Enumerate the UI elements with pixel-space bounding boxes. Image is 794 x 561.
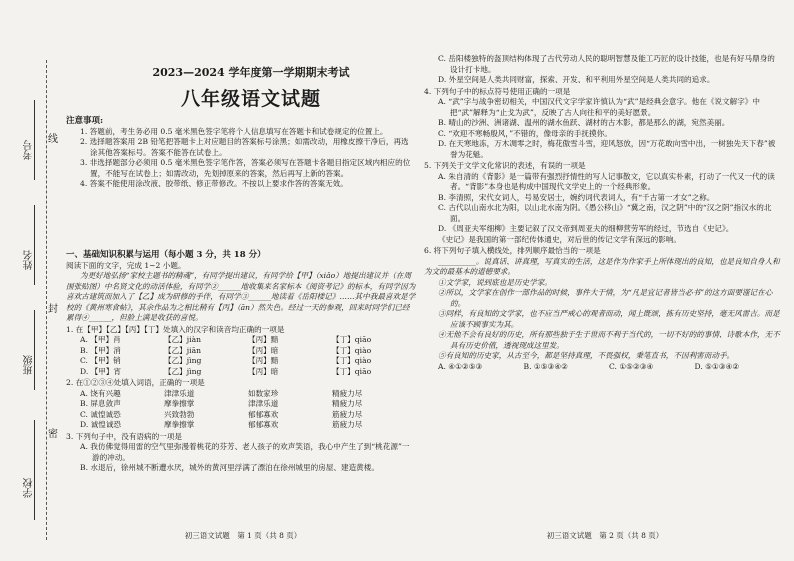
question-6-option-a[interactable]: A. ④①②⑤③ xyxy=(438,361,483,371)
opt-cell: A. 饶有兴趣 xyxy=(80,388,121,398)
question-2-option-c[interactable] xyxy=(66,410,416,421)
opt-cell: 郁郁寡欢 xyxy=(248,420,279,429)
kaohao-write-line xyxy=(34,100,35,180)
question-1-option-c[interactable] xyxy=(66,356,416,367)
question-6-item: ③同样，有良知的文学家，也不应当严戒心的观者而动，闻上既颂，拣有历史坚持，毫无风雷吉。而是应该不顾事实为其。 xyxy=(438,309,780,329)
opt-cell: 郁郁寡欢 xyxy=(248,409,279,419)
question-4-option-a[interactable]: A. “武”字与战争密切相关，中国汉代文字学家许慎认为“武”是经典会意字。他在《说文解字》中把“武”解释为“止戈为武”，反映了古人向往和平的美好愿景。 xyxy=(438,97,760,117)
paper-title: 八年级语文试题 xyxy=(180,88,321,110)
section-1 xyxy=(66,250,416,474)
question-6-option-d[interactable]: D. ⑤①③④② xyxy=(694,361,740,371)
opt-cell: 津津乐道 xyxy=(248,399,279,408)
question-6-option-c[interactable]: C. ①⑤②③④ xyxy=(609,361,654,371)
question-5-option-a[interactable]: A. 朱自清的《背影》是一篇带有强烈抒情性的写人记事散文，它以真实朴素，打动了一代又一代的读者。“背影”本身也是构成中国现代文学史上的一个经典形象。 xyxy=(438,171,775,191)
opt-cell: 【丁】qiāo xyxy=(332,366,372,376)
question-4-option-d[interactable]: D. 在天寒地冻，万木凋零之时，梅花傲雪斗雪，迎风怒放，因“万花敢向雪中出，一树独先天下春”被誉为花魁。 xyxy=(438,139,776,159)
notice-item: 4. 答案不能使用涂改液、胶带纸、修正带修改。不按以上要求作答的答案无效。 xyxy=(80,179,348,188)
question-1-option-b[interactable] xyxy=(66,346,416,357)
xingming-write-line xyxy=(34,205,35,285)
label-xuexiao: 学校 xyxy=(24,478,35,498)
opt-cell: 筋疲力尽 xyxy=(332,420,363,429)
opt-cell: 【丁】qiào xyxy=(332,345,372,355)
question-2-option-d[interactable] xyxy=(66,420,416,431)
opt-cell: B. 屏息敛声 xyxy=(80,399,121,408)
notice-block xyxy=(66,116,416,190)
question-5-option-c[interactable]: C. 古代以山南水北为阳，以山北水南为阴。《愚公移山》“冀之南，汉之阴”中的“汉之阴”指汉水的北面。 xyxy=(438,203,772,223)
banji-write-line xyxy=(34,310,35,390)
opt-cell: C. 诚惶诚恐 xyxy=(80,409,121,419)
question-3-stem: 3. 下列句子中，没有语病的一项是 xyxy=(66,431,182,441)
question-6-option-b[interactable]: B. ①⑤③④② xyxy=(523,361,568,371)
opt-cell: 摩拳擦掌 xyxy=(164,420,195,429)
opt-cell: 【丁】qiāo xyxy=(332,335,372,344)
reading-passage: 为更好地弘扬“家校主题书的精魂”，有同学提出建议，有同学给【甲】（xiǎo）地提出建议并（在周围张贴图）中名贤文化的动活体验，有同学②______地收集来名家标本《阅资考记》的标本，有同学因为喜欢古建筑而加入了【乙】成为研修的手伴，有同学③______地读着《岳阳楼记》……其中我最喜欢是学校的《黄州寒食帖》，其余作品为之相比稍有【丙】（ān）然失色。经过一天的参观，回来时同学们已经累得④______，但脸上满是收获的喜悦。 xyxy=(66,271,416,322)
question-3-option-d[interactable]: D. 外星空间是人类共同财富，探索、开发、和平利用外星空间是人类共同的追求。 xyxy=(438,75,715,84)
seal-mi: 密 xyxy=(48,429,58,440)
seal-feng: 封 xyxy=(48,304,58,315)
notice-title: 注意事项: xyxy=(66,116,104,126)
question-6-item: ④无他不会有良好的历史，所有那些独于生于世而不利于当代的，一切不好的的事情、诗歌本作，无不具有历史价值，透视现成这里发。 xyxy=(438,330,780,350)
question-6-stem: 6. 将下列句子填入横线处，排列顺序最恰当的一项是 xyxy=(424,246,601,255)
opt-cell: C. 【甲】销 xyxy=(80,356,121,365)
label-kaohao: 考号 xyxy=(24,140,35,160)
opt-cell: 【丙】黯 xyxy=(248,356,279,365)
binding-margin xyxy=(0,0,62,561)
opt-cell: 摩拳擦掌 xyxy=(164,399,195,408)
question-6-options xyxy=(424,362,780,373)
notice-item: 1. 答题前，考生务必用 0.5 毫米黑色签字笔将个人信息填写在答题卡和试卷规定的位置上。 xyxy=(80,126,388,136)
right-content xyxy=(424,54,780,372)
opt-cell: 津津乐道 xyxy=(164,388,195,398)
question-1-option-a[interactable] xyxy=(66,335,416,346)
opt-cell: 精疲力尽 xyxy=(332,399,363,408)
opt-cell: 精疲力尽 xyxy=(332,388,363,398)
opt-cell: 【乙】jiān xyxy=(164,345,201,355)
label-xingming: 姓名 xyxy=(24,250,35,270)
question-5-option-b[interactable]: B. 李清照，宋代女词人，号易安居士，婉约词代表词人，有“千古第一才女”之称。 xyxy=(438,192,715,202)
opt-cell: 【丙】暗 xyxy=(248,366,279,376)
question-5-option-d-cont: 《史记》是我国的第一部纪传体通史，对后世的传记文学有深远的影响。 xyxy=(438,234,681,244)
question-1-stem: 1. 在【甲】【乙】【丙】【丁】处填入的汉字和读音均正确的一项是 xyxy=(66,324,285,334)
question-4-option-c[interactable]: C. “欢迎不寒畅殷风，”不错的，像母亲的手抚摸你。 xyxy=(438,128,612,138)
question-6-item: ②所以，文学家在创作一部作品的时候，事件大于情，为“凡是宜记者皆当必书”的这方面要谨记在心的。 xyxy=(438,288,773,308)
question-6-item: ①文学家，说到底也是历史学家。 xyxy=(438,277,552,287)
question-5-stem: 5. 下列关于文学文化常识的表述，有误的一项是 xyxy=(424,161,586,170)
section-title: 一、基础知识积累与运用（每小题 3 分，共 18 分） xyxy=(66,250,266,260)
question-2-option-a[interactable] xyxy=(66,389,416,400)
xuexiao-write-line xyxy=(34,420,35,520)
question-3-option-a[interactable]: A. 我仿佛觉得用雷的空气里弥漫着桃花的芬芳、老人孩子的欢声笑语，我心中产生了到“桃花源”一游的冲动。 xyxy=(80,442,410,462)
question-2-option-b[interactable] xyxy=(66,399,416,410)
opt-cell: 兴致勃勃 xyxy=(164,409,195,419)
binding-dashed-line xyxy=(46,60,47,540)
notice-item: 3. 非选择题部分必须用 0.5 毫米黑色签字笔作答，答案必须写在答题卡各题目指定区域内相应的位置，不能写在试卷上；如需改动，先划掉原来的答案，然后再写上新的答案。 xyxy=(80,158,411,178)
opt-cell: 【丁】qiào xyxy=(332,356,372,365)
label-banji: 班级 xyxy=(24,355,35,375)
left-page xyxy=(66,0,420,561)
right-page xyxy=(424,0,786,561)
footer-right: 初三语文试题 第 2 页（共 8 页） xyxy=(546,531,664,540)
opt-cell: 【乙】jìng xyxy=(164,356,202,365)
opt-cell: 【乙】jiàn xyxy=(164,335,201,344)
question-6-lead: __________。说真话、讲真理，写真实的生活，这是作为作家手上所体现出的良知，也是良知自身人和为文的最基本的道德要求。 xyxy=(424,256,780,276)
exam-title: 2023—2024 学年度第一学期期末考试 xyxy=(152,66,350,79)
opt-cell: 筋疲力尽 xyxy=(332,409,363,419)
opt-cell: 如数家珍 xyxy=(248,388,279,398)
footer-left: 初三语文试题 第 1 页（共 8 页） xyxy=(184,531,302,540)
question-2-stem: 2. 在①②③④处填入词语，正确的一项是 xyxy=(66,378,205,387)
opt-cell: 【乙】jìng xyxy=(164,366,202,376)
seal-xian: 线 xyxy=(48,134,58,145)
opt-cell: A. 【甲】肖 xyxy=(80,335,121,344)
notice-item: 2. 选择题答案用 2B 铅笔把答题卡上对应题目的答案标号涂黑；如需改动，用橡皮擦干净后，再选涂其他答案标号。答案不能答在试卷上。 xyxy=(80,137,409,157)
opt-cell: B. 【甲】消 xyxy=(80,345,121,355)
question-6-item: ⑤有良知的历史家，从古至今，都是坚持真理，不畏强权，秉笔直书，不因利害而动手。 xyxy=(438,351,735,360)
question-1-option-d[interactable] xyxy=(66,367,416,378)
question-3-option-c[interactable]: C. 岳阳楼独特的盔顶结构体现了古代劳动人民的聪明智慧及能工巧匠的设计技能，也是有好马鼎身的设计打卡地。 xyxy=(438,54,775,74)
opt-cell: 【丙】黯 xyxy=(248,335,279,344)
question-4-stem: 4. 下列句子中的标点符号使用正确的一项是 xyxy=(424,86,571,96)
question-5-option-d[interactable]: D. 《周亚夫军细柳》主要记叙了汉文帝到周亚夫的细柳营劳军的经过，节选自《史记》。 xyxy=(438,224,734,233)
question-3-option-b[interactable]: B. 水退后，徐州城不断遭水厌，城外的黄河里浮满了漂泊在徐州城里的房屋、建造黄楼。 xyxy=(80,463,379,472)
question-4-option-b[interactable]: B. 晴山的沙洲、洲诸湖、温州的湖水鱼跃、湖材的古木影，都是那么的湖，宛然美丽。 xyxy=(438,118,730,127)
section-intro: 阅读下面的文字，完成 1~2 小题。 xyxy=(66,260,186,270)
opt-cell: D. 【甲】宵 xyxy=(80,366,122,376)
opt-cell: D. 诚惶诚恐 xyxy=(80,420,122,429)
opt-cell: 【丙】暗 xyxy=(248,345,279,355)
